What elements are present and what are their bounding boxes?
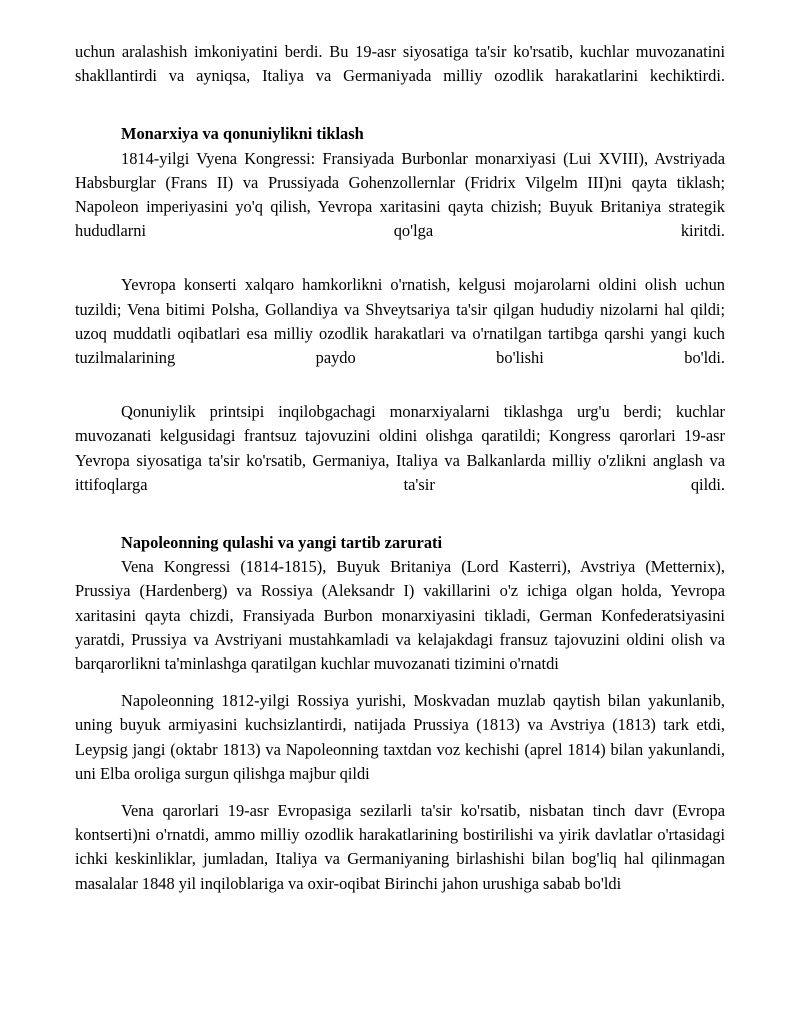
- document-page: [75, 40, 725, 896]
- spacer: [75, 370, 725, 400]
- spacer: [75, 243, 725, 273]
- section1-paragraph-3: Qonuniylik printsipi inqilobgachagi monarxiyalarni tiklashga urg'u berdi; kuchlar muvozanati kelgusidagi frantsuz tajovuzini oldini olishga qaratildi; Kongress qarorlari 19-asr Yevropa siyosatiga ta'sir ko'rsatib, Germaniya, Italiya va Balkanlarda milliy o'zlikni anglash va ittifoqlarga ta'sir qildi.: [75, 402, 725, 494]
- section-heading-monarchy: Monarxiya va qonuniylikni tiklash: [121, 124, 364, 144]
- spacer: [75, 786, 725, 799]
- section1-paragraph-2: Yevropa konserti xalqaro hamkorlikni o'rnatish, kelgusi mojarolarni oldini olish uchun tuzildi; Vena bitimi Polsha, Gollandiya va Shveytsariya ta'sir qilgan hududiy nizolarni hal qildi; uzoq muddatli oqibatlari esa milliy ozodlik harakatlari va o'rnatilgan tartibga qarshi yangi kuch tuzilmalarining paydo bo'lishi bo'ldi.: [75, 275, 725, 368]
- section-heading-napoleon: Napoleonning qulashi va yangi tartib zarurati: [121, 533, 443, 553]
- section2-paragraph-3: Vena qarorlari 19-asr Evropasiga sezilarli ta'sir ko'rsatib, nisbatan tinch davr (Evropa kontserti)ni o'rnatdi, ammo milliy ozodlik harakatlarining bostirilishi va yirik davlatlar o'rtasidagi ichki keskinliklar, jumladan, Italiya va Germaniyaning birlashishi bilan bog'liq hal qilinmagan masalalar 1848 yil inqiloblariga va oxir-oqibat Birinchi jahon urushiga sabab bo'ldi: [75, 801, 725, 893]
- spacer: [75, 676, 725, 689]
- section1-paragraph-1: 1814-yilgi Vyena Kongressi: Fransiyada Burbonlar monarxiyasi (Lui XVIII), Avstriyada Habsburglar (Frans II) va Prussiyada Gohenzollernlar (Fridrix Vilgelm III)ni qayta tiklash; Napoleon imperiyasini yo'q qilish, Yevropa xaritasini qayta chizish; Buyuk Britaniya strategik hududlarni qo'lga kiritdi.: [75, 148, 725, 241]
- spacer: [75, 497, 725, 531]
- section2-paragraph-1: Vena Kongressi (1814-1815), Buyuk Britaniya (Lord Kasterri), Avstriya (Metternix), Prussiya (Hardenberg) va Rossiya (Aleksandr I) vakillarini o'z ichiga olgan holda, Yevropa xaritasini qayta chizdi, Fransiyada Burbon monarxiyasini tikladi, German Konfederatsiyasini yaratdi, Prussiya va Avstriyani mustahkamladi va kelajakdagi fransuz tajovuzini oldini olish va barqarorlikni ta'minlashga qaratilgan kuchlar muvozanati tizimini o'rnatdi: [75, 557, 725, 674]
- section2-paragraph-2: Napoleonning 1812-yilgi Rossiya yurishi, Moskvadan muzlab qaytish bilan yakunlanib, uning buyuk armiyasini kuchsizlantirdi, natijada Prussiya (1813) va Avstriya (1813) tark etdi, Leypsig jangi (oktabr 1813) va Napoleonning taxtdan voz kechishi (aprel 1814) bilan yakunlandi, uni Elba oroliga surgun qilishga majbur qildi: [75, 691, 725, 783]
- intro-paragraph: uchun aralashish imkoniyatini berdi. Bu 19-asr siyosatiga ta'sir ko'rsatib, kuchlar muvozanatini shakllantirdi va ayniqsa, Italiya va Germaniyada milliy ozodlik harakatlarini kechiktirdi.: [75, 42, 725, 86]
- spacer: [75, 88, 725, 122]
